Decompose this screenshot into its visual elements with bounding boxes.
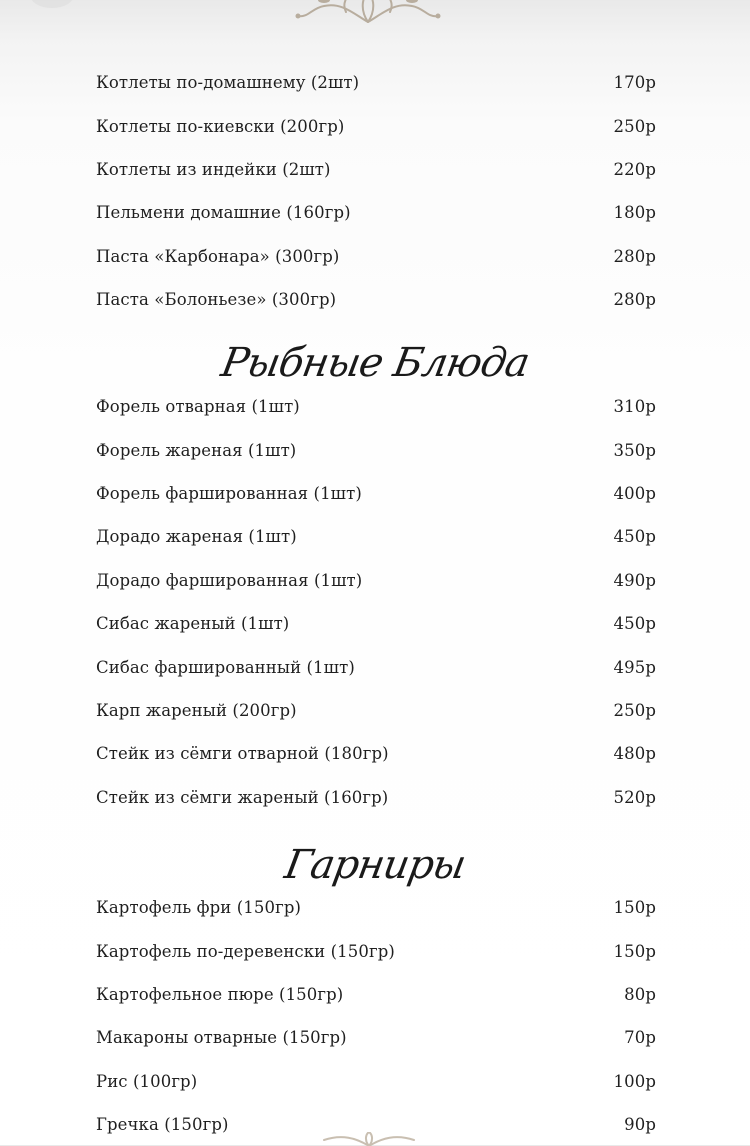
main-dishes-list (96, 61, 656, 321)
menu-item (96, 148, 656, 191)
sides-section-heading: Гарниры (281, 842, 469, 888)
menu-item-name: Форель отварная (1шт) (96, 397, 300, 417)
menu-item-name: Сибас жареный (1шт) (96, 614, 290, 634)
menu-item-name: Котлеты по-киевски (200гр) (96, 116, 345, 136)
menu-item-name: Картофельное пюре (150гр) (96, 984, 344, 1004)
menu-item-name: Стейк из сёмги отварной (180гр) (96, 744, 389, 764)
menu-item-price: 450р (613, 614, 656, 634)
menu-item-name: Картофель фри (150гр) (96, 898, 302, 918)
menu-item-price: 495р (613, 657, 656, 677)
menu-item-price: 150р (613, 898, 656, 918)
menu-item-name: Котлеты по-домашнему (2шт) (96, 73, 360, 93)
menu-item-price: 490р (613, 570, 656, 590)
floral-ornament-icon (284, 0, 452, 28)
menu-item-price: 150р (613, 941, 656, 961)
menu-item-price: 100р (613, 1071, 656, 1091)
menu-item (96, 104, 656, 147)
menu-item-name: Дорадо фаршированная (1шт) (96, 570, 363, 590)
fish-dishes-list (96, 385, 656, 819)
menu-item-name: Гречка (150гр) (96, 1115, 229, 1135)
menu-item (96, 732, 656, 775)
menu-item-price: 350р (613, 440, 656, 460)
menu-item-name: Форель жареная (1шт) (96, 440, 297, 460)
menu-item-price: 220р (613, 159, 656, 179)
menu-item (96, 191, 656, 234)
menu-item-price: 250р (613, 700, 656, 720)
menu-item (96, 776, 656, 819)
menu-item-price: 480р (613, 744, 656, 764)
menu-item-name: Карп жареный (200гр) (96, 700, 297, 720)
menu-item-price: 70р (624, 1028, 656, 1048)
menu-item-name: Котлеты из индейки (2шт) (96, 159, 331, 179)
menu-item (96, 472, 656, 515)
fish-section-heading: Рыбные Блюда (217, 340, 533, 386)
sides-list (96, 886, 656, 1146)
menu-item-price: 280р (613, 290, 656, 310)
menu-item (96, 235, 656, 278)
menu-item-price: 450р (613, 527, 656, 547)
menu-item (96, 886, 656, 929)
menu-item-name: Макароны отварные (150гр) (96, 1028, 347, 1048)
menu-item-name: Пельмени домашние (160гр) (96, 203, 351, 223)
menu-item-price: 280р (613, 246, 656, 266)
menu-item-name: Дорадо жареная (1шт) (96, 527, 297, 547)
menu-item-price: 90р (624, 1115, 656, 1135)
menu-item (96, 428, 656, 471)
menu-item-price: 400р (613, 483, 656, 503)
menu-item-price: 310р (613, 397, 656, 417)
menu-item (96, 929, 656, 972)
menu-item-price: 80р (624, 984, 656, 1004)
floral-ornament-icon (294, 1132, 444, 1146)
menu-item (96, 1016, 656, 1059)
corner-shadow (30, 0, 74, 8)
menu-item-price: 520р (613, 787, 656, 807)
menu-item (96, 645, 656, 688)
menu-item (96, 278, 656, 321)
menu-item (96, 385, 656, 428)
menu-item-name: Паста «Болоньезе» (300гр) (96, 290, 337, 310)
menu-item-name: Форель фаршированная (1шт) (96, 483, 362, 503)
menu-item (96, 515, 656, 558)
menu-item-price: 180р (613, 203, 656, 223)
menu-item (96, 559, 656, 602)
menu-item-price: 250р (613, 116, 656, 136)
menu-item (96, 1060, 656, 1103)
menu-item-price: 170р (613, 73, 656, 93)
menu-item (96, 61, 656, 104)
menu-item-name: Паста «Карбонара» (300гр) (96, 246, 340, 266)
menu-item-name: Стейк из сёмги жареный (160гр) (96, 787, 389, 807)
menu-item-name: Картофель по-деревенски (150гр) (96, 941, 395, 961)
menu-item-name: Сибас фаршированный (1шт) (96, 657, 355, 677)
menu-item-name: Рис (100гр) (96, 1071, 198, 1091)
menu-item (96, 602, 656, 645)
menu-item (96, 973, 656, 1016)
menu-item (96, 689, 656, 732)
